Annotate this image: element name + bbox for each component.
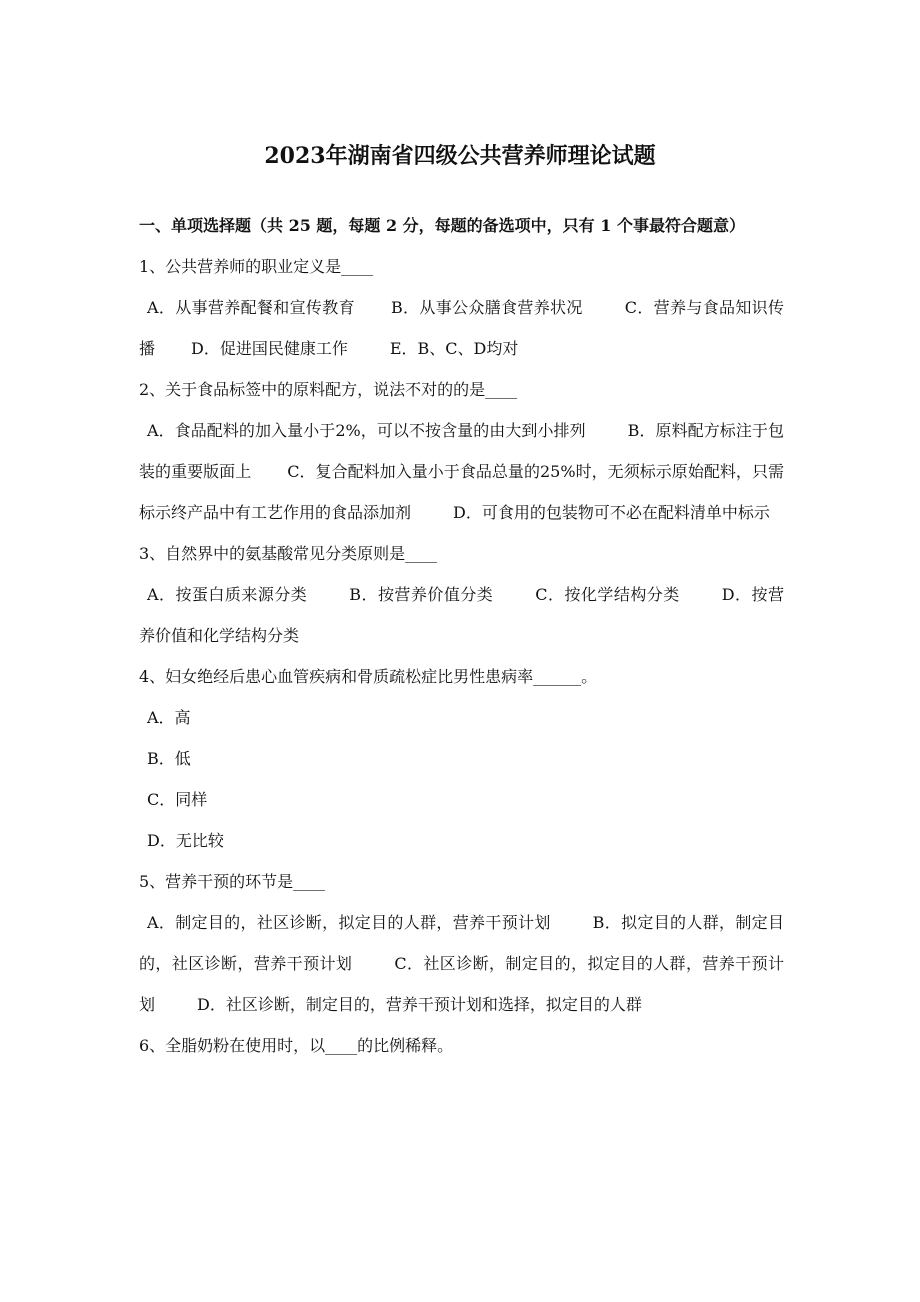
q1-option-b: B．从事公众膳食营养状况 (390, 298, 583, 317)
question-3-options (139, 574, 784, 656)
document-title: 2023年湖南省四级公共营养师理论试题 (264, 143, 656, 169)
q2-option-b: B．原料配方标注于包装的重要版面上 (139, 421, 784, 481)
question-2-options (139, 410, 784, 533)
q5-option-b: B．拟定目的人群，制定目的，社区诊断，营养干预计划 (139, 913, 784, 973)
section-heading: 一、单项选择题（共 25 题，每题 2 分，每题的备选项中，只有 1 个事最符合题意） (139, 216, 745, 235)
question-2-stem: 2、关于食品标签中的原料配方，说法不对的的是____ (139, 380, 518, 399)
question-1-stem: 1、公共营养师的职业定义是____ (139, 257, 374, 276)
q2-option-a: A．食品配料的加入量小于2%，可以不按含量的由大到小排列 (147, 421, 586, 440)
q5-option-a: A．制定目的，社区诊断，拟定目的人群，营养干预计划 (147, 913, 551, 932)
q4-option-b: B．低 (147, 749, 191, 768)
q4-option-d: D．无比较 (147, 831, 224, 850)
q1-option-c: C．营养与食品知识传播 (139, 298, 785, 358)
question-5-options (139, 902, 784, 1025)
q3-option-a: A．按蛋白质来源分类 (147, 585, 308, 604)
q3-option-d: D．按营养价值和化学结构分类 (139, 585, 784, 645)
q2-option-d: D．可食用的包装物可不必在配料清单中标示 (453, 503, 770, 522)
q5-option-c: C．社区诊断，制定目的，拟定目的人群，营养干预计划 (139, 954, 784, 1014)
question-4-stem: 4、妇女绝经后患心血管疾病和骨质疏松症比男性患病率______。 (139, 667, 598, 686)
question-1-options (139, 287, 784, 369)
q3-option-c: C．按化学结构分类 (535, 585, 680, 604)
q4-option-c: C．同样 (147, 790, 208, 809)
q1-option-a: A．从事营养配餐和宣传教育 (147, 298, 355, 317)
document-body (139, 205, 784, 1066)
q1-option-d: D．促进国民健康工作 (191, 339, 348, 358)
question-3-stem: 3、自然界中的氨基酸常见分类原则是____ (139, 544, 438, 563)
q2-option-c: C．复合配料加入量小于食品总量的25%时，无须标示原始配料，只需标示终产品中有工艺作用的食品添加剂 (139, 462, 784, 522)
q3-option-b: B．按营养价值分类 (349, 585, 494, 604)
q5-option-d: D．社区诊断，制定目的，营养干预计划和选择，拟定目的人群 (197, 995, 642, 1014)
question-5-stem: 5、营养干预的环节是____ (139, 872, 326, 891)
q1-option-e: E．B、C、D均对 (389, 339, 519, 358)
question-6-stem: 6、全脂奶粉在使用时，以____的比例稀释。 (139, 1036, 454, 1055)
q4-option-a: A．高 (147, 708, 191, 727)
